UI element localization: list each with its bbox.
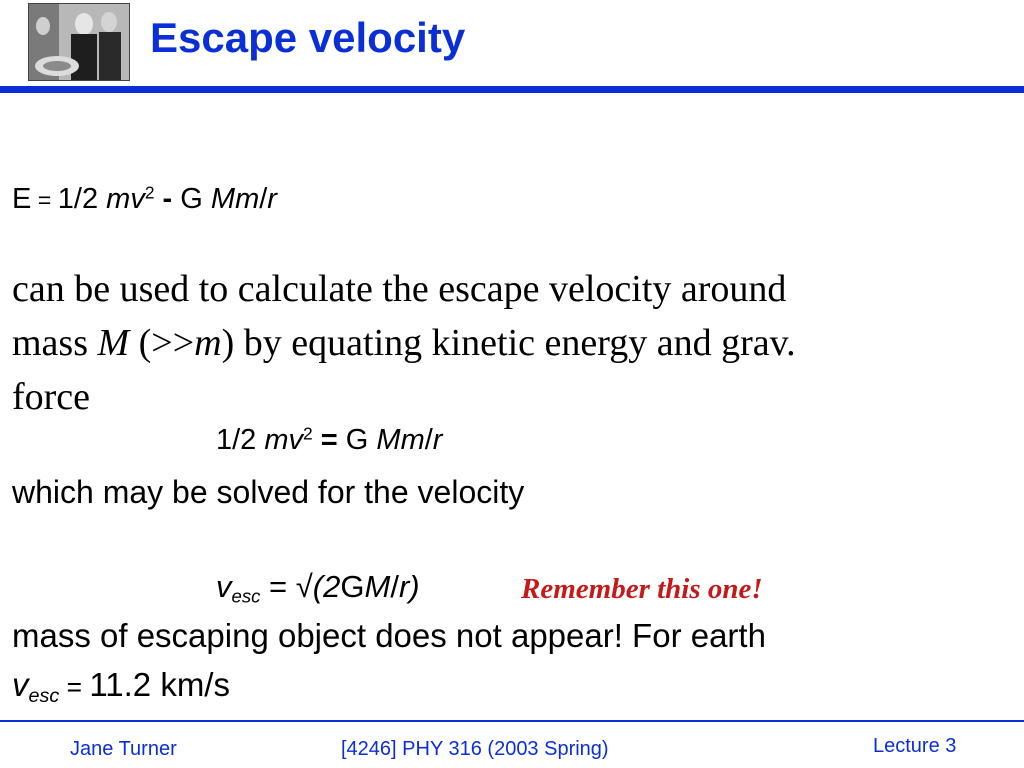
eq2-exponent: 2 xyxy=(303,423,313,444)
page-title: Escape velocity xyxy=(150,14,466,61)
eq-slash: / xyxy=(259,183,268,215)
eq3-v: v xyxy=(216,569,232,604)
vesc-value: 11.2 km/s xyxy=(89,666,230,703)
vesc-subscript: esc xyxy=(28,684,60,707)
eq3-M: M xyxy=(364,569,391,604)
symbol-M: M xyxy=(97,322,130,364)
sqrt-symbol: √ xyxy=(295,569,313,604)
eq2-half: 1/2 xyxy=(216,424,265,456)
eq3-close: ) xyxy=(409,569,420,604)
eq-Mm: Mm xyxy=(210,183,260,215)
paragraph-line-2 xyxy=(12,316,1002,370)
eq2-r: r xyxy=(432,424,443,456)
eq3-G: G xyxy=(340,569,365,604)
title-rule xyxy=(0,86,1024,93)
eq-lhs: E xyxy=(12,183,32,215)
eq2-Mm: Mm xyxy=(376,424,425,456)
escape-velocity-formula xyxy=(216,569,420,605)
eq2-G: G xyxy=(345,424,377,456)
balance-equation xyxy=(216,424,442,457)
mass-note: mass of escaping object does not appear! For earth xyxy=(12,617,766,654)
vesc-equals: = xyxy=(59,672,90,702)
eq-mv: mv xyxy=(106,183,145,215)
text-mass: mass xyxy=(12,322,98,364)
scientists-photo-icon xyxy=(28,3,130,81)
text-equating: ) by equating kinetic energy and grav. xyxy=(221,322,796,364)
eq3-equals: = xyxy=(260,569,296,604)
eq-r: r xyxy=(267,183,277,215)
eq-half: 1/2 xyxy=(57,183,107,215)
symbol-m: m xyxy=(194,322,222,364)
eq2-equals: = xyxy=(312,424,346,456)
eq3-open: (2 xyxy=(312,569,341,604)
eq3-subscript: esc xyxy=(231,585,261,607)
eq-minus: - xyxy=(154,183,181,215)
eq2-slash: / xyxy=(424,424,433,456)
paragraph-line-1: can be used to calculate the escape velocity around xyxy=(12,268,787,310)
footer-author: Jane Turner xyxy=(70,738,177,760)
earth-escape-velocity xyxy=(12,666,230,707)
vesc-v: v xyxy=(12,666,29,703)
eq-exponent: 2 xyxy=(144,182,155,203)
footer-rule xyxy=(0,720,1024,722)
footer-lecture: Lecture 3 xyxy=(873,735,957,757)
remember-note: Remember this one! xyxy=(521,573,763,605)
eq3-r: r xyxy=(398,569,410,604)
paragraph-line-3: force xyxy=(12,376,91,418)
eq2-mv: mv xyxy=(264,424,304,456)
solve-text: which may be solved for the velocity xyxy=(12,474,525,510)
eq-G: G xyxy=(180,183,211,215)
eq-equals: = xyxy=(31,187,58,213)
energy-equation xyxy=(12,183,277,216)
explanation-paragraph xyxy=(12,262,1002,424)
footer-course: [4246] PHY 316 (2003 Spring) xyxy=(341,738,609,760)
text-gg: (>> xyxy=(129,322,195,364)
eq3-slash: / xyxy=(390,569,399,604)
